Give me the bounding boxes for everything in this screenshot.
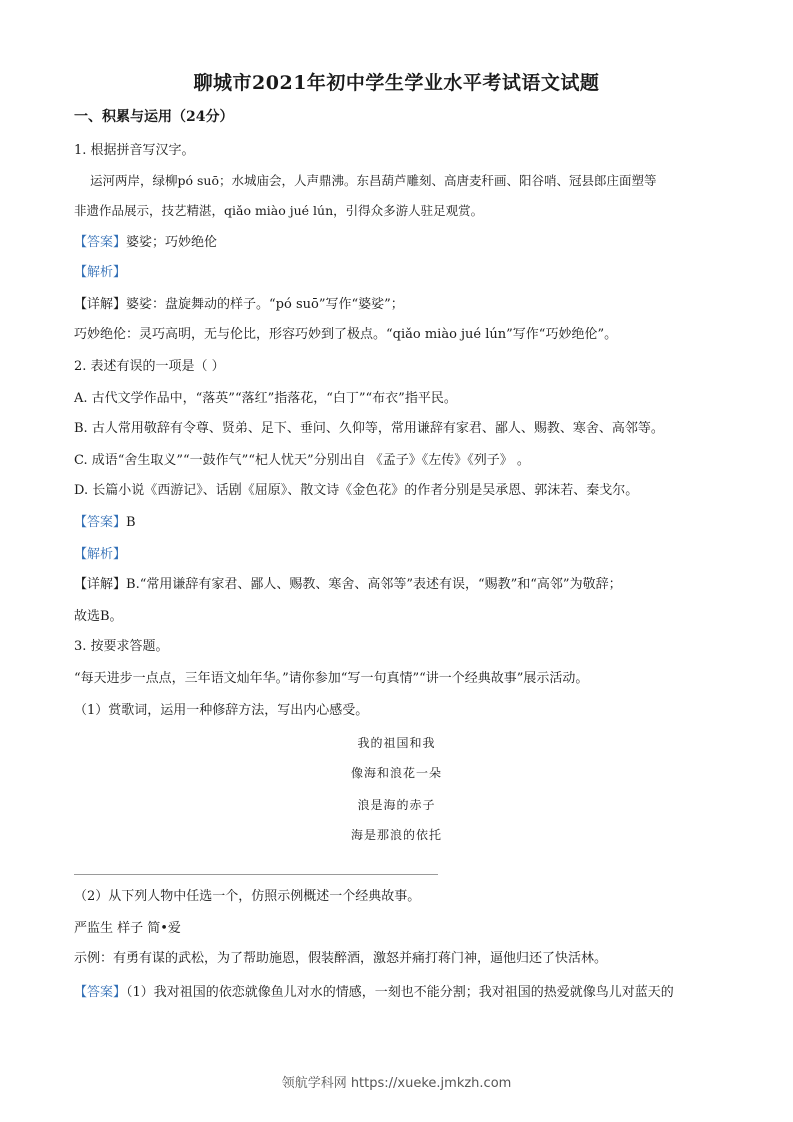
page-title: 聊城市2021年初中学生学业水平考试语文试题 — [193, 72, 600, 94]
detail-tag: 【详解】 — [74, 577, 127, 592]
answer-text: B — [126, 515, 136, 530]
question-2-option-d: D. 长篇小说《西游记》、话剧《屈原》、散文诗《金色花》的作者分别是吴承恩、郭沫若、秦戈尔。 — [74, 483, 639, 498]
answer-tag: 【答案】 — [74, 515, 127, 530]
question-3-example: 示例：有勇有谋的武松，为了帮助施恩，假装醉酒，激怒并痛打蒋门神，逼他归还了快活林。 — [74, 951, 608, 966]
question-1-passage-line-1: 运河两岸，绿柳pó suō；水城庙会，人声鼎沸。东昌葫芦雕刻、高唐麦秆画、阳谷哨、冠县郎庄面塑等 — [90, 173, 657, 188]
question-2-answer — [74, 514, 136, 532]
question-2-detail-1 — [74, 576, 622, 594]
poem-line: 我的祖国和我 — [357, 736, 436, 750]
question-1-stem: 1. 根据拼音写汉字。 — [74, 143, 195, 158]
poem-line: 浪是海的赤子 — [357, 798, 436, 812]
question-3-people: 严监生 样子 简•爱 — [74, 921, 181, 936]
question-3-answer — [74, 984, 674, 1002]
detail-tag: 【详解】 — [74, 297, 127, 312]
poem-line: 海是那浪的依托 — [350, 828, 442, 842]
question-3-stem: 3. 按要求答题。 — [74, 639, 169, 654]
question-1-analysis-tag: 【解析】 — [74, 265, 127, 280]
question-2-option-a: A. 古代文学作品中，“落英”“落红”指落花，“白丁”“布衣”指平民。 — [74, 391, 457, 406]
question-1-answer — [74, 234, 217, 252]
answer-text: （1）我对祖国的依恋就像鱼儿对水的情感，一刻也不能分割；我对祖国的热爱就像鸟儿对蓝天的 — [126, 985, 674, 1000]
question-1-passage-line-2: 非遗作品展示，技艺精湛，qiǎo miào jué lún，引得众多游人驻足观赏。 — [74, 203, 484, 218]
detail-text: B.“常用谦辞有家君、鄙人、赐教、寒舍、高邻等”表述有误，“赐教”和“高邻”为敬辞； — [126, 577, 622, 592]
question-3-sub-2: （2）从下列人物中任选一个，仿照示例概述一个经典故事。 — [74, 889, 421, 904]
detail-text: 婆娑：盘旋舞动的样子。“pó suō”写作“婆娑”； — [126, 297, 404, 312]
section-heading: 一、积累与运用（24分） — [74, 109, 234, 125]
answer-tag: 【答案】 — [74, 235, 127, 250]
answer-tag: 【答案】 — [74, 985, 127, 1000]
question-2-option-b: B. 古人常用敬辞有令尊、贤弟、足下、垂问、久仰等，常用谦辞有家君、鄙人、赐教、寒舍、高邻等。 — [74, 421, 664, 436]
question-3-sub-1: （1）赏歌词，运用一种修辞方法，写出内心感受。 — [74, 703, 369, 718]
question-1-detail-1 — [74, 296, 404, 314]
answer-text: 婆娑；巧妙绝伦 — [126, 235, 218, 250]
question-2-stem: 2. 表述有误的一项是（ ） — [74, 359, 225, 374]
question-2-option-c: C. 成语“舍生取义”“一鼓作气”“杞人忧天”分别出自 《孟子》《左传》《列子》 。 — [74, 453, 530, 468]
question-3-intro: “每天进步一点点，三年语文灿年华。”请你参加“写一句真情”“讲一个经典故事”展示活动。 — [74, 671, 589, 686]
divider — [74, 874, 438, 875]
question-1-detail-2: 巧妙绝伦：灵巧高明，无与伦比，形容巧妙到了极点。“qiǎo miào jué lún”写作“巧妙绝伦”。 — [74, 327, 618, 342]
watermark-footer: 领航学科网 https://xueke.jmkzh.com — [281, 1076, 512, 1091]
question-2-analysis-tag: 【解析】 — [74, 547, 127, 562]
poem-line: 像海和浪花一朵 — [350, 766, 442, 780]
question-2-detail-2: 故选B。 — [74, 609, 123, 624]
